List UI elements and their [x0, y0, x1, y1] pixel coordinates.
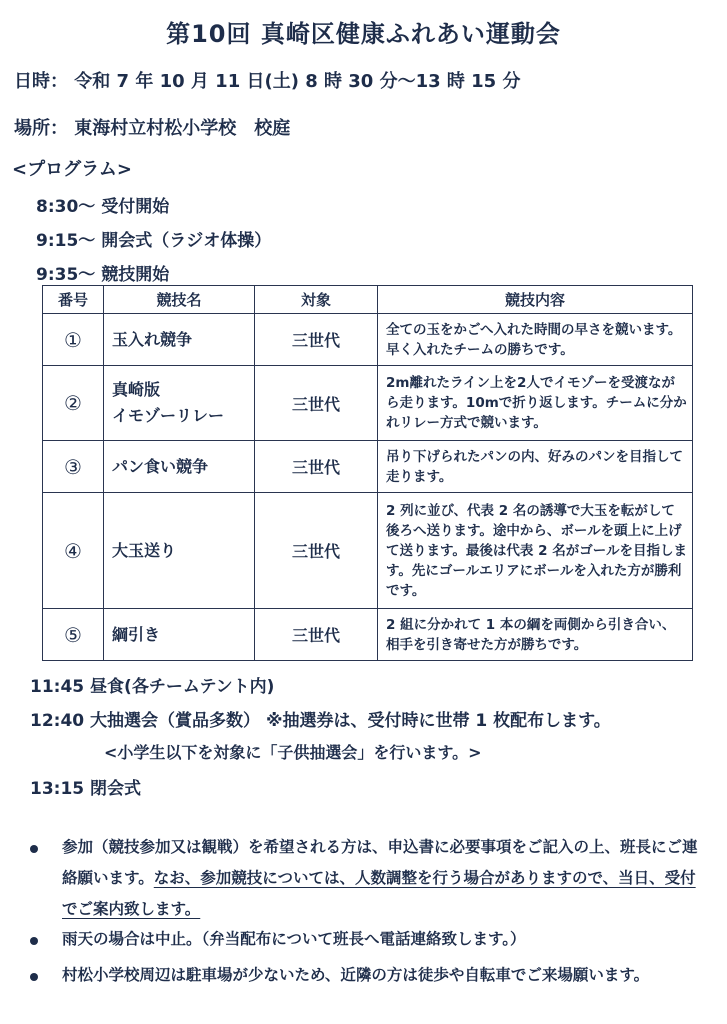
event-target: 三世代 — [255, 441, 378, 493]
schedule-item-lunch — [30, 672, 274, 697]
schedule-time: 9:35～ — [36, 265, 96, 285]
event-name: 玉入れ競争 — [104, 314, 255, 366]
schedule-time: 8:30～ — [36, 197, 96, 217]
kids-lottery-note: <小学生以下を対象に「子供抽選会」を行います。> — [104, 743, 482, 762]
bullet-icon — [30, 973, 38, 981]
table-row — [43, 441, 693, 493]
event-place: 場所： 東海村立村松小学校 校庭 — [14, 118, 291, 139]
schedule-time: 13:15 — [30, 779, 85, 799]
header-number: 番号 — [43, 286, 104, 314]
events-table — [42, 285, 693, 661]
event-name: パン食い競争 — [104, 441, 255, 493]
event-number: ① — [43, 314, 104, 366]
event-description: 2 列に並び、代表 2 名の誘導で大玉を転がして後ろへ送ります。途中から、ボールを頭上に上げて送ります。最後は代表 2 名がゴールを目指します。先にゴールエリアにボールを入れた方が勝利です。 — [378, 493, 693, 609]
event-description: 吊り下げられたパンの内、好みのパンを目指して走ります。 — [378, 441, 693, 493]
program-heading: <プログラム> — [12, 159, 132, 180]
table-header-row — [43, 286, 693, 314]
schedule-item-opening — [36, 226, 271, 251]
event-target: 三世代 — [255, 609, 378, 661]
event-target: 三世代 — [255, 493, 378, 609]
event-number: ⑤ — [43, 609, 104, 661]
schedule-label: 昼食(各チームテント内) — [90, 677, 275, 697]
page-title: 第10回 真崎区健康ふれあい運動会 — [166, 20, 561, 48]
event-target: 三世代 — [255, 314, 378, 366]
bullet-icon — [30, 845, 38, 853]
event-number: ④ — [43, 493, 104, 609]
table-row — [43, 366, 693, 441]
table-row — [43, 493, 693, 609]
table-row — [43, 314, 693, 366]
note-parking: 村松小学校周辺は駐車場が少ないため、近隣の方は徒歩や自転車でご来場願います。 — [62, 966, 650, 984]
note-text: 参加（競技参加又は観戦）を希望される方は、申込書に必要事項をご記入の上、班長にご連絡願います。 — [62, 838, 698, 887]
schedule-label: 受付開始 — [101, 197, 170, 217]
event-number: ③ — [43, 441, 104, 493]
event-name: 真崎版 イモゾーリレー — [104, 366, 255, 441]
note-rain: 雨天の場合は中止。（弁当配布について班長へ電話連絡致します。） — [62, 930, 526, 948]
header-event-name: 競技名 — [104, 286, 255, 314]
schedule-label: 競技開始 — [101, 265, 170, 285]
schedule-item-lottery — [30, 706, 611, 731]
event-description: 2m離れたライン上を2人でイモゾーを受渡ながら走ります。10mで折り返します。チームに分かれリレー方式で競います。 — [378, 366, 693, 441]
schedule-item-closing — [30, 774, 141, 799]
schedule-item-events-start — [36, 260, 169, 285]
schedule-label: 大抽選会（賞品多数） ※抽選券は、受付時に世帯 1 枚配布します。 — [90, 711, 611, 731]
header-description: 競技内容 — [378, 286, 693, 314]
event-name: 大玉送り — [104, 493, 255, 609]
schedule-item-reception — [36, 192, 169, 217]
event-target: 三世代 — [255, 366, 378, 441]
event-description: 全ての玉をかごへ入れた時間の早さを競います。早く入れたチームの勝ちです。 — [378, 314, 693, 366]
bullet-icon — [30, 937, 38, 945]
schedule-label: 閉会式 — [90, 779, 142, 799]
event-number: ② — [43, 366, 104, 441]
event-description: 2 組に分かれて 1 本の綱を両側から引き合い、相手を引き寄せた方が勝ちです。 — [378, 609, 693, 661]
event-datetime: 日時： 令和 7 年 10 月 11 日(土) 8 時 30 分～13 時 15 分 — [14, 71, 521, 92]
schedule-time: 11:45 — [30, 677, 85, 697]
schedule-time: 9:15～ — [36, 231, 96, 251]
note-participation — [62, 832, 707, 925]
schedule-label: 開会式（ラジオ体操） — [101, 231, 272, 251]
header-target: 対象 — [255, 286, 378, 314]
table-row — [43, 609, 693, 661]
event-name: 綱引き — [104, 609, 255, 661]
note-underlined-text: なお、参加競技については、人数調整を行う場合がありますので、当日、受付でご案内致します。 — [62, 869, 696, 918]
schedule-time: 12:40 — [30, 711, 85, 731]
